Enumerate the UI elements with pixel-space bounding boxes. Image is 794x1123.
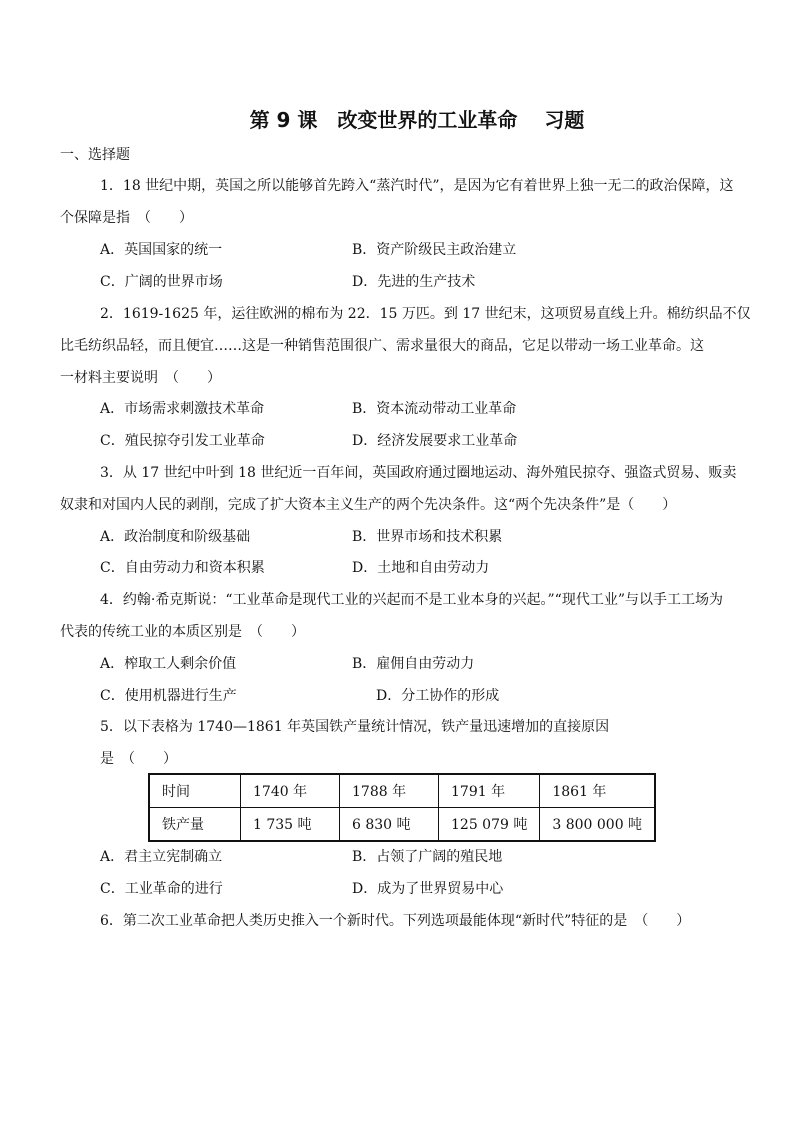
q1-stem-line2: 个保障是指 （ ） <box>60 210 193 226</box>
table-cell: 铁产量 <box>149 808 241 842</box>
q1-option-a: A．英国国家的统一 <box>100 242 223 258</box>
q3-option-b: B．世界市场和技术积累 <box>352 529 503 545</box>
q2-option-d: D．经济发展要求工业革命 <box>352 433 518 449</box>
q2-stem-line3: 一材料主要说明 （ ） <box>60 370 221 386</box>
q3-option-a: A．政治制度和阶级基础 <box>100 529 251 545</box>
q2-stem-line2: 比毛纺织品轻，而且便宜……这是一种销售范围很广、需求量很大的商品，它足以带动一场工业革命。这 <box>60 338 704 354</box>
q4-stem-line1: 4．约翰·希克斯说：“工业革命是现代工业的兴起而不是工业本身的兴起。”“现代工业”与以手工工场为 <box>100 592 723 608</box>
table-row <box>149 808 655 842</box>
table-cell: 1788 年 <box>340 774 439 808</box>
q5-option-b: B．占领了广阔的殖民地 <box>352 849 503 865</box>
q4-option-a: A．榨取工人剩余价值 <box>100 656 237 672</box>
q5-option-a: A．君主立宪制确立 <box>100 849 223 865</box>
section-heading: 一、选择题 <box>60 147 130 163</box>
table-cell: 时间 <box>149 774 241 808</box>
q1-option-d: D．先进的生产技术 <box>352 274 476 290</box>
q1-option-c: C．广阔的世界市场 <box>100 274 223 290</box>
q2-option-c: C．殖民掠夺引发工业革命 <box>100 433 265 449</box>
table-cell: 125 079 吨 <box>439 808 540 842</box>
q1-option-b: B．资产阶级民主政治建立 <box>352 242 517 258</box>
q2-option-a: A．市场需求刺激技术革命 <box>100 401 265 417</box>
table-cell: 1791 年 <box>439 774 540 808</box>
q2-option-b: B．资本流动带动工业革命 <box>352 401 517 417</box>
table-cell: 3 800 000 吨 <box>540 808 655 842</box>
q5-option-c: C．工业革命的进行 <box>100 881 223 897</box>
q4-option-b: B．雇佣自由劳动力 <box>352 656 475 672</box>
q3-stem-line1: 3．从 17 世纪中叶到 18 世纪近一百年间，英国政府通过圈地运动、海外殖民掠夺、强盗式贸易、贩卖 <box>100 465 737 481</box>
table-cell: 1740 年 <box>241 774 340 808</box>
table-row <box>149 774 655 808</box>
table-cell: 6 830 吨 <box>340 808 439 842</box>
q4-option-c: C．使用机器进行生产 <box>100 688 237 704</box>
q5-option-d: D．成为了世界贸易中心 <box>352 881 504 897</box>
q3-option-d: D．土地和自由劳动力 <box>352 560 490 576</box>
q5-stem-line1: 5．以下表格为 1740—1861 年英国铁产量统计情况，铁产量迅速增加的直接原因 <box>100 719 610 735</box>
q4-stem-line2: 代表的传统工业的本质区别是 （ ） <box>60 624 305 640</box>
q1-stem-line1: 1．18 世纪中期，英国之所以能够首先跨入“蒸汽时代”，是因为它有着世界上独一无二的政治保障，这 <box>100 178 734 194</box>
page-title: 第 9 课 改变世界的工业革命 习题 <box>249 108 585 132</box>
q3-stem-line2: 奴隶和对国内人民的剥削，完成了扩大资本主义生产的两个先决条件。这“两个先决条件”是（ ） <box>60 497 677 513</box>
q4-option-d: D．分工协作的形成 <box>376 688 500 704</box>
q6-stem-line1: 6．第二次工业革命把人类历史推入一个新时代。下列选项最能体现“新时代”特征的是 （ ） <box>100 913 691 929</box>
q5-stem-line2: 是 （ ） <box>100 751 177 767</box>
iron-output-table <box>148 773 656 842</box>
q2-stem-line1: 2．1619-1625 年，运往欧洲的棉布为 22．15 万匹。到 17 世纪末，这项贸易直线上升。棉纺织品不仅 <box>100 306 751 322</box>
q3-option-c: C．自由劳动力和资本积累 <box>100 560 265 576</box>
table-cell: 1861 年 <box>540 774 655 808</box>
table-cell: 1 735 吨 <box>241 808 340 842</box>
